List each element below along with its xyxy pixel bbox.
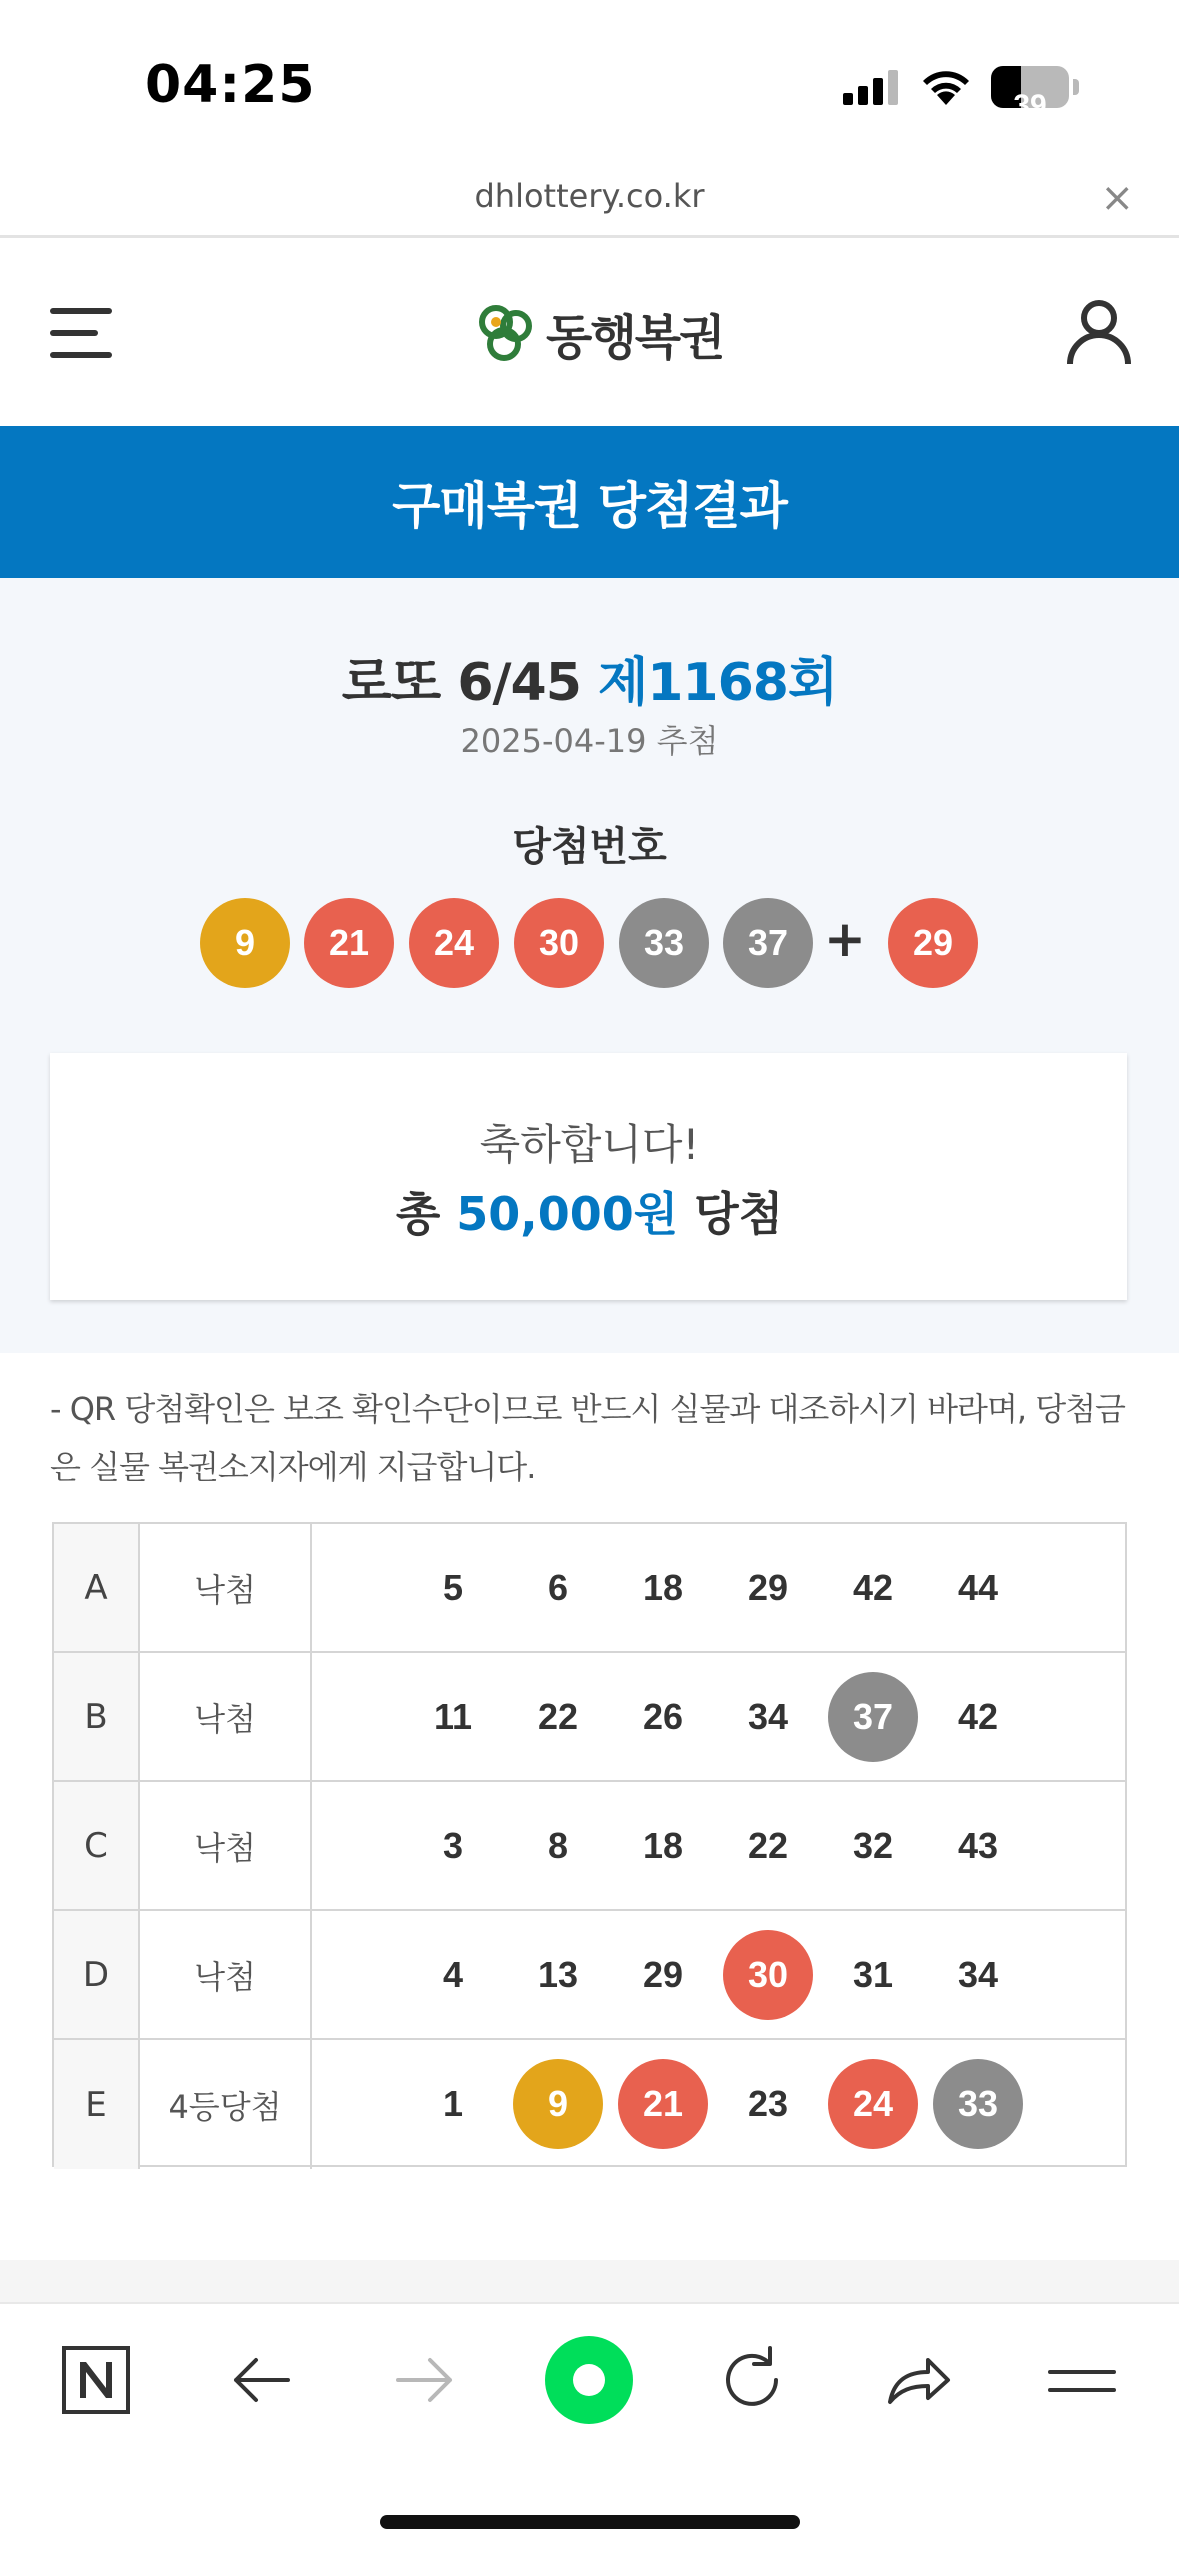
- winning-ball: 30: [514, 898, 604, 988]
- signal-icon: [843, 69, 901, 105]
- logo-text: 동행복권: [546, 309, 724, 366]
- ticket-result: 낙첨: [140, 1653, 312, 1780]
- url-bar[interactable]: [0, 165, 1179, 238]
- winning-numbers-label: 당첨번호: [512, 824, 667, 870]
- prize-amount: 50,000원: [456, 1187, 679, 1241]
- naver-n-icon[interactable]: [56, 2340, 136, 2420]
- page-title-banner: 구매복권 당첨결과: [0, 426, 1179, 578]
- status-icons: [843, 62, 1079, 122]
- menu-icon[interactable]: [1042, 2340, 1122, 2420]
- bonus-plus-sign: +: [824, 910, 866, 968]
- matched-number: 33: [933, 2059, 1023, 2149]
- congrats-text: 축하합니다!: [479, 1120, 700, 1169]
- matched-number: 37: [828, 1672, 918, 1762]
- matched-number: 21: [618, 2059, 708, 2149]
- ticket-number: 4: [442, 1954, 464, 1995]
- ticket-result: 낙첨: [140, 1524, 312, 1651]
- matched-number: 9: [513, 2059, 603, 2149]
- game-name: 로또 6/45: [341, 653, 581, 713]
- draw-date: 2025-04-19 추첨: [460, 722, 719, 760]
- winning-ball: 24: [409, 898, 499, 988]
- ticket-number: 3: [442, 1825, 464, 1866]
- prize-prefix: 총: [395, 1187, 441, 1241]
- prize-text: [0, 1178, 1179, 1244]
- user-icon[interactable]: [1065, 298, 1133, 366]
- ticket-result: 4등당첨: [140, 2040, 312, 2169]
- wifi-icon: [919, 67, 973, 107]
- table-row: [54, 1524, 1125, 1653]
- ticket-number: 13: [537, 1954, 579, 1995]
- reload-icon[interactable]: [712, 2340, 792, 2420]
- forward-arrow-icon[interactable]: [384, 2340, 464, 2420]
- battery-icon: [991, 66, 1069, 122]
- hamburger-menu-icon[interactable]: [50, 308, 112, 358]
- ticket-number: 5: [442, 1567, 464, 1608]
- ticket-number: 42: [957, 1696, 999, 1737]
- ticket-number: 22: [537, 1696, 579, 1737]
- ticket-number: 32: [852, 1825, 894, 1866]
- bonus-ball: 29: [888, 898, 978, 988]
- matched-number: 30: [723, 1930, 813, 2020]
- ticket-number: 42: [852, 1567, 894, 1608]
- status-time: 04:25: [145, 55, 316, 115]
- winning-ball: 9: [200, 898, 290, 988]
- ticket-number: 26: [642, 1696, 684, 1737]
- winning-ball: 37: [723, 898, 813, 988]
- ticket-number: 18: [642, 1825, 684, 1866]
- winning-ball: 33: [619, 898, 709, 988]
- ticket-result: 낙첨: [140, 1782, 312, 1909]
- table-row: [54, 1782, 1125, 1911]
- ticket-number: 29: [642, 1954, 684, 1995]
- prize-suffix: 당첨: [694, 1187, 784, 1241]
- ticket-number: 22: [747, 1825, 789, 1866]
- ticket-number: 6: [547, 1567, 569, 1608]
- table-row: [54, 1911, 1125, 2040]
- ticket-number: 8: [547, 1825, 569, 1866]
- ticket-number: 43: [957, 1825, 999, 1866]
- ticket-id: C: [54, 1782, 140, 1909]
- qr-notice: - QR 당첨확인은 보조 확인수단이므로 반드시 실물과 대조하시기 바라며, 당첨금은 실물 복권소지자에게 지급합니다.: [50, 1390, 1125, 1486]
- clover-logo-icon: [478, 302, 536, 364]
- battery-level: 39: [1013, 89, 1047, 122]
- home-indicator: [380, 2515, 800, 2529]
- ticket-id: B: [54, 1653, 140, 1780]
- round-number: 제1168회: [598, 653, 838, 713]
- ticket-number: 11: [433, 1696, 473, 1737]
- back-arrow-icon[interactable]: [222, 2340, 302, 2420]
- ticket-number: 23: [747, 2083, 789, 2124]
- ticket-number: 31: [852, 1954, 894, 1995]
- winning-ball: 21: [304, 898, 394, 988]
- url-text[interactable]: dhlottery.co.kr: [474, 177, 705, 215]
- share-icon[interactable]: [878, 2340, 958, 2420]
- page-footer-strip: [0, 2260, 1179, 2302]
- close-icon[interactable]: ×: [1100, 175, 1134, 221]
- green-dot-icon[interactable]: [544, 2335, 634, 2425]
- table-row: [54, 1653, 1125, 1782]
- ticket-table: [52, 1522, 1127, 2167]
- ticket-number: 34: [747, 1696, 789, 1737]
- ticket-number: 18: [642, 1567, 684, 1608]
- ticket-number: 34: [957, 1954, 999, 1995]
- ticket-number: 1: [442, 2083, 464, 2124]
- ticket-id: E: [54, 2040, 140, 2169]
- ticket-id: A: [54, 1524, 140, 1651]
- ticket-id: D: [54, 1911, 140, 2038]
- result-card: [50, 1053, 1127, 1300]
- matched-number: 24: [828, 2059, 918, 2149]
- round-title: [0, 640, 1179, 715]
- site-logo[interactable]: [478, 298, 723, 368]
- table-row: [54, 2040, 1125, 2169]
- ticket-number: 44: [957, 1567, 999, 1608]
- ticket-result: 낙첨: [140, 1911, 312, 2038]
- ticket-number: 29: [747, 1567, 789, 1608]
